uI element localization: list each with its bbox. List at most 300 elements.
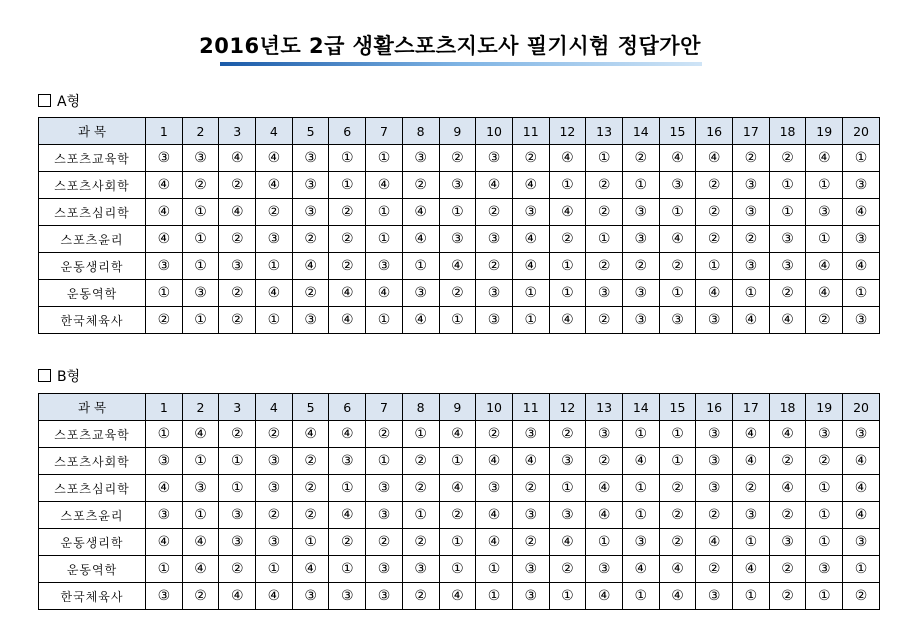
answer-cell: ③ [476,475,513,502]
answer-cell: ① [659,421,696,448]
subject-header: 과 목 [39,394,146,421]
answer-cell: ② [329,199,366,226]
answer-cell: ① [366,145,403,172]
answer-cell: ④ [843,253,880,280]
answer-cell: ② [733,145,770,172]
answer-cell: ② [659,502,696,529]
answer-cell: ② [806,307,843,334]
answer-cell: ④ [622,448,659,475]
answer-cell: ③ [549,502,586,529]
answer-cell: ① [182,307,219,334]
answer-cell: ④ [476,502,513,529]
table-row [39,421,880,448]
answer-cell: ④ [182,556,219,583]
answer-cell: ④ [476,172,513,199]
answer-cell: ① [806,583,843,610]
title-underline [220,62,702,66]
answer-cell: ② [402,172,439,199]
answer-cell: ④ [586,502,623,529]
question-number-header: 16 [696,394,733,421]
table-row [39,475,880,502]
question-number-header: 15 [659,394,696,421]
answer-cell: ① [659,280,696,307]
answer-cell: ② [586,199,623,226]
subject-cell: 스포츠사회학 [39,448,146,475]
answer-cell: ③ [256,448,293,475]
answer-cell: ③ [733,502,770,529]
answer-cell: ④ [366,280,403,307]
answer-table-a [38,117,880,334]
answer-cell: ① [843,280,880,307]
question-number-header: 7 [366,118,403,145]
answer-cell: ② [622,145,659,172]
answer-cell: ③ [256,475,293,502]
answer-cell: ③ [769,226,806,253]
section-label-b [38,366,80,386]
table-row [39,583,880,610]
table-row [39,448,880,475]
answer-cell: ④ [402,199,439,226]
answer-cell: ② [733,475,770,502]
question-number-header: 7 [366,394,403,421]
answer-cell: ④ [256,145,293,172]
answer-cell: ④ [512,172,549,199]
answer-cell: ② [696,199,733,226]
answer-cell: ④ [806,253,843,280]
answer-cell: ③ [512,421,549,448]
answer-cell: ② [659,253,696,280]
answer-cell: ③ [843,172,880,199]
title-container [0,30,900,64]
answer-cell: ① [622,583,659,610]
answer-cell: ② [476,421,513,448]
answer-cell: ③ [146,448,183,475]
answer-cell: ④ [292,556,329,583]
answer-cell: ④ [659,226,696,253]
answer-cell: ③ [146,145,183,172]
answer-cell: ① [696,253,733,280]
answer-cell: ① [329,172,366,199]
answer-cell: ② [476,253,513,280]
question-number-header: 17 [733,394,770,421]
answer-cell: ③ [622,307,659,334]
answer-cell: ④ [696,145,733,172]
answer-cell: ④ [439,253,476,280]
answer-cell: ④ [182,529,219,556]
question-number-header: 5 [292,394,329,421]
answer-cell: ④ [843,502,880,529]
subject-cell: 스포츠사회학 [39,172,146,199]
answer-cell: ① [659,448,696,475]
answer-cell: ① [182,226,219,253]
table-row [39,307,880,334]
answer-cell: ③ [366,502,403,529]
answer-cell: ① [219,448,256,475]
section-label-a [38,91,80,111]
question-number-header: 19 [806,118,843,145]
question-number-header: 4 [256,118,293,145]
answer-cell: ③ [622,280,659,307]
answer-cell: ③ [659,172,696,199]
table-row [39,145,880,172]
answer-cell: ① [366,448,403,475]
answer-cell: ③ [806,556,843,583]
answer-cell: ③ [366,475,403,502]
answer-cell: ③ [733,199,770,226]
table-row [39,529,880,556]
answer-cell: ② [512,145,549,172]
question-number-header: 9 [439,118,476,145]
answer-cell: ② [769,556,806,583]
table-header-row [39,394,880,421]
answer-cell: ① [586,529,623,556]
answer-cell: ② [696,226,733,253]
answer-cell: ④ [329,502,366,529]
answer-cell: ④ [549,307,586,334]
answer-cell: ④ [843,475,880,502]
answer-cell: ② [696,172,733,199]
answer-cell: ③ [843,421,880,448]
answer-cell: ① [733,583,770,610]
answer-cell: ② [549,556,586,583]
question-number-header: 16 [696,118,733,145]
answer-cell: ② [292,280,329,307]
answer-cell: ③ [146,253,183,280]
answer-cell: ① [366,307,403,334]
answer-cell: ④ [769,421,806,448]
answer-cell: ③ [366,253,403,280]
answer-cell: ④ [439,421,476,448]
subject-cell: 한국체육사 [39,307,146,334]
answer-cell: ③ [769,529,806,556]
answer-cell: ① [733,280,770,307]
answer-cell: ④ [622,556,659,583]
question-number-header: 13 [586,118,623,145]
section-label-text: A형 [57,94,81,110]
answer-cell: ② [439,502,476,529]
answer-cell: ④ [843,448,880,475]
question-number-header: 3 [219,118,256,145]
answer-cell: ① [622,475,659,502]
answer-cell: ① [329,145,366,172]
question-number-header: 8 [402,394,439,421]
subject-cell: 스포츠윤리 [39,502,146,529]
answer-cell: ③ [622,226,659,253]
answer-cell: ① [806,502,843,529]
answer-cell: ④ [292,421,329,448]
answer-cell: ④ [659,145,696,172]
question-number-header: 9 [439,394,476,421]
answer-cell: ② [219,226,256,253]
answer-cell: ① [476,583,513,610]
answer-cell: ④ [146,529,183,556]
answer-cell: ④ [659,583,696,610]
answer-cell: ② [439,145,476,172]
answer-cell: ① [549,583,586,610]
answer-cell: ③ [512,556,549,583]
answer-cell: ② [696,502,733,529]
answer-cell: ④ [439,583,476,610]
question-number-header: 10 [476,118,513,145]
answer-cell: ② [586,307,623,334]
answer-cell: ④ [733,421,770,448]
question-number-header: 11 [512,394,549,421]
answer-cell: ③ [402,145,439,172]
answer-cell: ① [512,280,549,307]
answer-cell: ④ [733,307,770,334]
question-number-header: 19 [806,394,843,421]
answer-cell: ③ [329,583,366,610]
question-number-header: 13 [586,394,623,421]
answer-cell: ③ [329,448,366,475]
question-number-header: 5 [292,118,329,145]
answer-cell: ④ [256,583,293,610]
subject-header: 과 목 [39,118,146,145]
answer-cell: ② [219,556,256,583]
question-number-header: 3 [219,394,256,421]
subject-cell: 스포츠심리학 [39,475,146,502]
answer-cell: ③ [733,172,770,199]
answer-cell: ② [586,448,623,475]
answer-cell: ④ [146,172,183,199]
answer-cell: ② [733,226,770,253]
answer-cell: ④ [146,199,183,226]
answer-cell: ③ [182,475,219,502]
answer-cell: ③ [292,199,329,226]
answer-cell: ④ [182,421,219,448]
answer-cell: ③ [549,448,586,475]
question-number-header: 2 [182,394,219,421]
answer-cell: ② [586,172,623,199]
subject-cell: 운동역학 [39,556,146,583]
question-number-header: 1 [146,394,183,421]
checkbox-square-icon [38,94,51,107]
answer-cell: ① [476,556,513,583]
question-number-header: 8 [402,118,439,145]
answer-cell: ② [366,421,403,448]
answer-cell: ④ [512,226,549,253]
answer-cell: ① [586,226,623,253]
answer-cell: ② [402,583,439,610]
answer-cell: ② [219,307,256,334]
answer-cell: ② [622,253,659,280]
section-label-text: B형 [57,369,81,385]
answer-cell: ③ [256,226,293,253]
answer-cell: ① [586,145,623,172]
answer-cell: ④ [769,307,806,334]
answer-cell: ③ [402,280,439,307]
answer-cell: ① [439,556,476,583]
answer-cell: ① [402,421,439,448]
answer-cell: ③ [586,556,623,583]
answer-cell: ① [733,529,770,556]
answer-cell: ② [806,448,843,475]
answer-cell: ④ [146,226,183,253]
answer-cell: ② [402,475,439,502]
answer-cell: ① [806,475,843,502]
answer-cell: ③ [512,199,549,226]
answer-cell: ② [769,145,806,172]
answer-cell: ② [182,172,219,199]
answer-cell: ④ [366,172,403,199]
answer-cell: ② [366,529,403,556]
question-number-header: 18 [769,118,806,145]
answer-cell: ① [329,475,366,502]
answer-cell: ① [549,253,586,280]
answer-cell: ① [439,448,476,475]
table-row [39,226,880,253]
answer-cell: ① [366,199,403,226]
answer-cell: ① [182,502,219,529]
answer-cell: ① [256,253,293,280]
answer-cell: ① [769,199,806,226]
answer-cell: ③ [696,448,733,475]
question-number-header: 6 [329,394,366,421]
answer-cell: ② [146,307,183,334]
answer-cell: ① [549,475,586,502]
answer-cell: ③ [696,421,733,448]
answer-cell: ① [402,502,439,529]
answer-cell: ④ [329,280,366,307]
subject-cell: 스포츠윤리 [39,226,146,253]
answer-cell: ② [219,421,256,448]
answer-cell: ③ [219,529,256,556]
answer-cell: ③ [182,280,219,307]
answer-cell: ③ [843,529,880,556]
answer-cell: ④ [696,529,733,556]
answer-cell: ③ [806,199,843,226]
answer-cell: ③ [476,145,513,172]
table-row [39,253,880,280]
answer-cell: ② [292,475,329,502]
answer-cell: ④ [512,253,549,280]
answer-cell: ② [219,172,256,199]
answer-cell: ② [329,253,366,280]
answer-cell: ③ [806,421,843,448]
answer-cell: ① [366,226,403,253]
table-row [39,172,880,199]
question-number-header: 2 [182,118,219,145]
answer-cell: ④ [696,280,733,307]
answer-cell: ① [843,145,880,172]
answer-cell: ① [622,172,659,199]
answer-cell: ② [329,529,366,556]
answer-cell: ① [182,199,219,226]
question-number-header: 20 [843,118,880,145]
table-row [39,199,880,226]
answer-cell: ③ [476,307,513,334]
answer-cell: ① [182,448,219,475]
answer-cell: ③ [769,253,806,280]
answer-cell: ④ [476,529,513,556]
answer-cell: ① [402,253,439,280]
answer-cell: ④ [733,556,770,583]
question-number-header: 10 [476,394,513,421]
answer-cell: ③ [512,502,549,529]
answer-cell: ① [622,502,659,529]
subject-cell: 스포츠교육학 [39,421,146,448]
answer-cell: ③ [292,172,329,199]
answer-cell: ② [256,502,293,529]
answer-cell: ③ [256,529,293,556]
answer-cell: ② [659,529,696,556]
answer-cell: ① [292,529,329,556]
answer-cell: ② [769,280,806,307]
answer-cell: ④ [733,448,770,475]
table-header-row [39,118,880,145]
answer-cell: ① [806,172,843,199]
answer-cell: ④ [329,307,366,334]
answer-cell: ② [769,448,806,475]
answer-cell: ① [659,199,696,226]
answer-cell: ④ [806,280,843,307]
answer-cell: ③ [402,556,439,583]
table-row [39,280,880,307]
answer-cell: ④ [219,145,256,172]
answer-cell: ④ [843,199,880,226]
answer-cell: ④ [219,199,256,226]
answer-cell: ④ [402,307,439,334]
answer-cell: ② [439,280,476,307]
answer-cell: ③ [476,280,513,307]
answer-cell: ④ [586,475,623,502]
answer-cell: ④ [549,529,586,556]
answer-cell: ① [769,172,806,199]
answer-cell: ① [549,172,586,199]
answer-cell: ① [622,421,659,448]
question-number-header: 20 [843,394,880,421]
answer-cell: ① [182,253,219,280]
answer-cell: ② [549,226,586,253]
answer-cell: ② [292,226,329,253]
answer-cell: ③ [696,307,733,334]
answer-cell: ② [256,421,293,448]
answer-cell: ③ [292,145,329,172]
page-title: 2016년도 2급 생활스포츠지도사 필기시험 정답가안 [199,34,701,58]
answer-cell: ② [586,253,623,280]
subject-cell: 한국체육사 [39,583,146,610]
answer-cell: ③ [696,475,733,502]
answer-cell: ① [549,280,586,307]
answer-cell: ④ [549,145,586,172]
question-number-header: 4 [256,394,293,421]
answer-cell: ③ [146,583,183,610]
answer-cell: ① [806,226,843,253]
answer-cell: ④ [329,421,366,448]
subject-cell: 운동생리학 [39,529,146,556]
answer-cell: ② [843,583,880,610]
answer-cell: ④ [402,226,439,253]
answer-cell: ② [476,199,513,226]
answer-cell: ③ [733,253,770,280]
checkbox-square-icon [38,369,51,382]
answer-cell: ④ [256,172,293,199]
answer-cell: ① [146,280,183,307]
answer-cell: ③ [843,307,880,334]
question-number-header: 15 [659,118,696,145]
answer-cell: ③ [439,226,476,253]
answer-cell: ④ [219,583,256,610]
answer-cell: ③ [366,556,403,583]
answer-cell: ④ [439,475,476,502]
answer-cell: ③ [586,280,623,307]
answer-cell: ② [769,583,806,610]
answer-cell: ④ [806,145,843,172]
answer-cell: ② [402,529,439,556]
answer-cell: ④ [659,556,696,583]
answer-cell: ① [806,529,843,556]
question-number-header: 14 [622,394,659,421]
